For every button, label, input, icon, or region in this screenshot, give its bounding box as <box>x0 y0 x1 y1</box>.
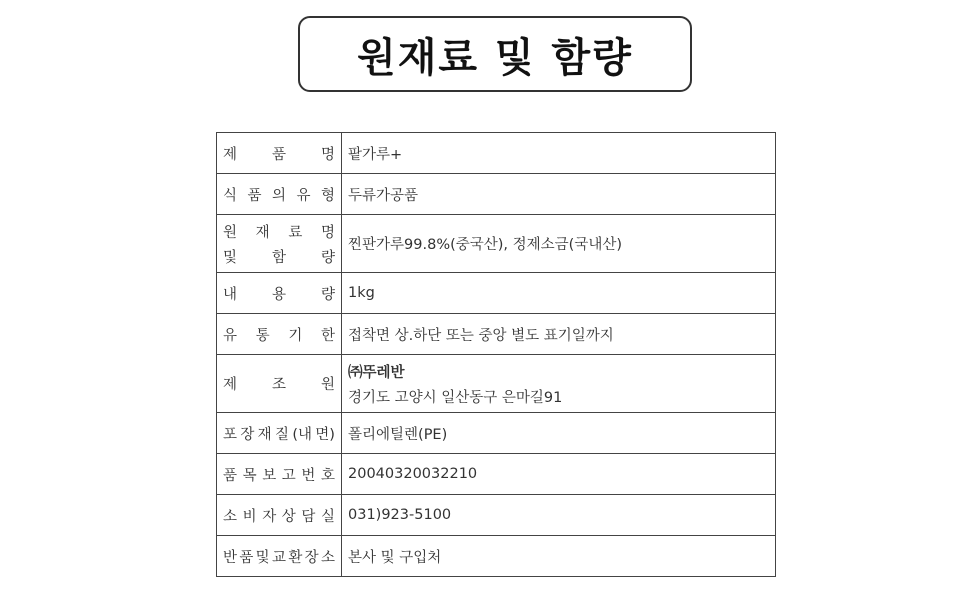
row-label: 소 비 자 상 담 실 <box>217 495 342 536</box>
table-row <box>217 133 776 174</box>
row-value: 1kg <box>342 273 776 314</box>
manufacturer-name: ㈜뚜레반 <box>348 364 405 381</box>
row-label: 포 장 재 질 (내 면) <box>217 413 342 454</box>
row-value: 031)923-5100 <box>342 495 776 536</box>
page-title: 원재료 및 함량 <box>298 16 692 92</box>
row-label: 제 품 명 <box>217 133 342 174</box>
row-label: 식 품 의 유 형 <box>217 174 342 215</box>
row-value: 접착면 상.하단 또는 중앙 별도 표기일까지 <box>342 314 776 355</box>
table-row <box>217 355 776 413</box>
row-label: 유 통 기 한 <box>217 314 342 355</box>
row-label: 원 재 료 명 및 함 량 <box>217 215 342 273</box>
manufacturer-address: 경기도 고양시 일산동구 은마길91 <box>348 389 563 406</box>
row-value: 폴리에틸렌(PE) <box>342 413 776 454</box>
table-row <box>217 413 776 454</box>
table-row <box>217 495 776 536</box>
product-info-table <box>216 132 776 577</box>
table-row <box>217 273 776 314</box>
row-value <box>342 355 776 413</box>
row-value: 20040320032210 <box>342 454 776 495</box>
row-value: 팥가루+ <box>342 133 776 174</box>
row-value: 본사 및 구입처 <box>342 536 776 577</box>
row-value: 두류가공품 <box>342 174 776 215</box>
row-label: 품 목 보 고 번 호 <box>217 454 342 495</box>
row-label: 내 용 량 <box>217 273 342 314</box>
table-row <box>217 454 776 495</box>
table-row <box>217 536 776 577</box>
table-row <box>217 314 776 355</box>
row-label: 반 품 및 교 환 장 소 <box>217 536 342 577</box>
table-row <box>217 174 776 215</box>
row-value: 찐판가루99.8%(중국산), 정제소금(국내산) <box>342 215 776 273</box>
row-label: 제 조 원 <box>217 355 342 413</box>
table-row <box>217 215 776 273</box>
